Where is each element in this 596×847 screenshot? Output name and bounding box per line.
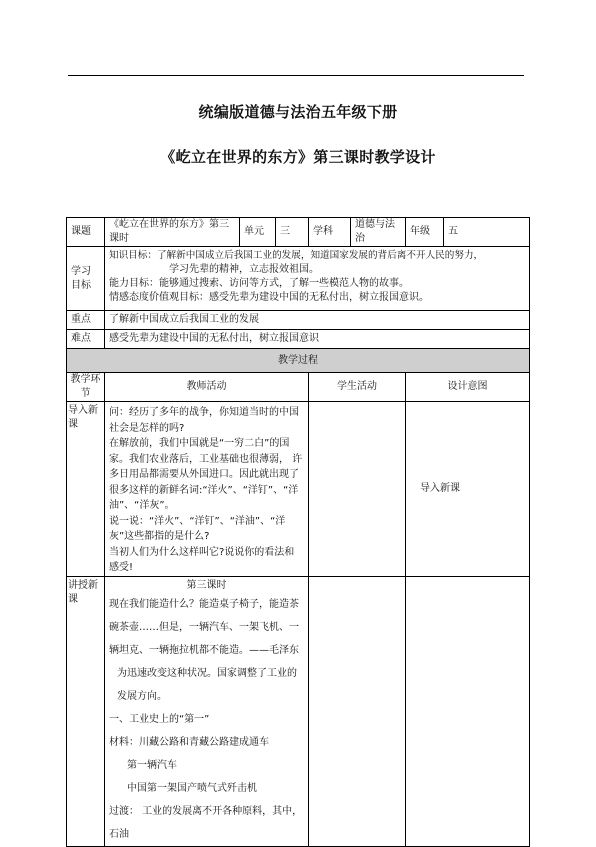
document-title: 统编版道德与法治五年级下册 [198, 103, 398, 121]
lesson-item-car: 第一辆汽车 [127, 759, 177, 771]
lesson-design [406, 576, 530, 846]
knowledge-goal: 知识目标：了解新中国成立后我国工业的发展，知道国家发展的背后离不开人民的努力， [109, 250, 484, 261]
grade-value: 五 [444, 218, 530, 247]
intro-stage: 导入新课 [67, 402, 105, 577]
header-student: 学生活动 [309, 373, 406, 402]
header-stage: 教学环节 [67, 373, 105, 402]
goals-row [67, 247, 530, 311]
lesson-student [309, 576, 406, 846]
unit-value: 三 [276, 218, 309, 247]
intro-design: 导入新课 [406, 402, 530, 577]
intro-teacher [105, 402, 309, 577]
subject-value: 道德与法治 [351, 218, 406, 247]
course-value: 《屹立在世界的东方》第三课时 [105, 218, 240, 247]
lesson-stage: 讲授新课 [67, 576, 105, 846]
lesson-adjustment: 为迅速改变这种状况。国家调整了工业的发展方向。 [117, 667, 297, 702]
header-design: 设计意图 [406, 373, 530, 402]
difficulty-value: 感受先辈为建设中国的无私付出，树立报国意识 [105, 330, 530, 349]
goals-content [105, 247, 530, 311]
lesson-row [67, 576, 530, 846]
process-title-row [67, 349, 530, 373]
intro-discussion: 说一说：“洋火”、“洋钉”、“洋油”、“洋灰”这些都指的是什么? [109, 515, 286, 542]
intro-background: 在解放前，我们中国就是“一穷二白”的国家。我们农业落后，工业基础也很薄弱， 许多日用品都需要从外国进口。因此就出现了很多这样的新鲜名词:“洋火”、“洋钉”、“洋油”、“洋灰”。 [109, 438, 303, 511]
unit-label: 单元 [240, 218, 276, 247]
intro-reflection: 当初人们为什么这样叫它?说说你的看法和感受! [109, 546, 295, 573]
key-point-row [67, 311, 530, 330]
lesson-heading: 第三课时 [186, 579, 227, 591]
intro-student [309, 402, 406, 577]
process-title: 教学过程 [67, 349, 530, 373]
intro-question: 问：经历了多年的战争，你知道当时的中国社会是怎样的吗? [109, 407, 299, 434]
process-header-row [67, 373, 530, 402]
lesson-quote: 现在我们能造什么？能造桌子椅子，能造茶碗茶壶……但是，一辆汽车、一架飞机、一辆坦克、一辆拖拉机都不能造。——毛泽东 [109, 598, 299, 656]
grade-label: 年级 [406, 218, 444, 247]
course-label: 课题 [67, 218, 105, 247]
lesson-item-jet: 中国第一架国产喷气式歼击机 [127, 782, 257, 794]
intro-row [67, 402, 530, 577]
ability-goal: 能力目标：能够通过搜索、访问等方式，了解一些模范人物的故事。 [109, 278, 409, 289]
header-teacher: 教师活动 [105, 373, 309, 402]
emotion-goal: 情感态度价值观目标：感受先辈为建设中国的无私付出，树立报国意识。 [109, 292, 429, 303]
knowledge-goal-cont: 学习先辈的精神，立志报效祖国。 [169, 264, 319, 275]
goals-label-line1: 学习 [71, 265, 91, 277]
lesson-section: 一、工业史上的“第一” [109, 713, 210, 725]
lesson-plan-table [66, 217, 530, 847]
lesson-teacher [105, 576, 309, 846]
document-subtitle: 《屹立在世界的东方》第三课时教学设计 [160, 148, 436, 166]
goals-label-line2: 目标 [71, 279, 91, 291]
lesson-transition: 过渡： 工业的发展离不开各种原料，其中，石油 [109, 805, 303, 840]
key-point-value: 了解新中国成立后我国工业的发展 [105, 311, 530, 330]
difficulty-label: 难点 [67, 330, 105, 349]
difficulty-row [67, 330, 530, 349]
info-row [67, 218, 530, 247]
lesson-material: 材料：川藏公路和青藏公路建成通车 [109, 736, 269, 748]
goals-label [67, 247, 105, 311]
top-rule [68, 75, 524, 76]
subject-label: 学科 [309, 218, 351, 247]
key-point-label: 重点 [67, 311, 105, 330]
